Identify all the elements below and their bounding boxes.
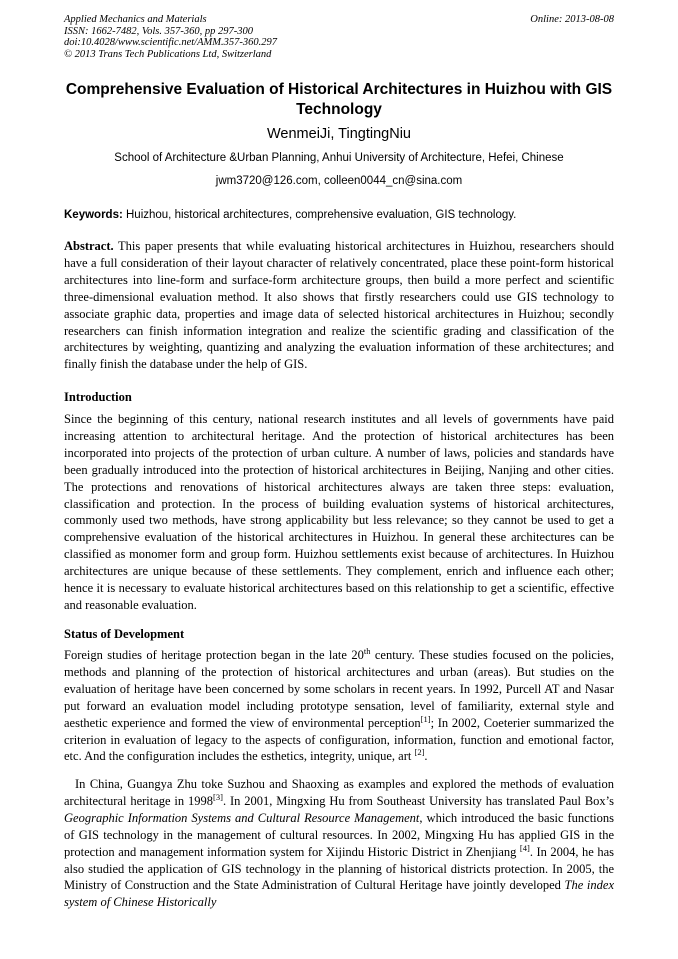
book-title-1: Geographic Information Systems and Cultural Resource Management [64,810,420,825]
status-p1-text-c: ; In 2002, Coeterier summarized the criterion in evaluation of legacy to the aspects of configuration, information, function and emotional factor, etc. And the configuration includes the esthetics, integrity, unique, art [64,715,615,764]
superscript-th: th [363,645,371,656]
status-p2-text-d: . In 2004, he has also studied the application of GIS technology in the planning of historical districts protection. In 2005, the Ministry of Construction and the State Administration of Cultural Heritage have jointly developed [64,844,615,893]
citation-ref-1: [1] [420,713,431,724]
status-p2-text-c: , which introduced the basic functions of GIS technology in the management of cultural resources. In 2002, Mingxing Hu has applied GIS in the protection and management information system for Xijindu Historic District in Zhenjiang [64,810,615,859]
authors: WenmeiJi, TingtingNiu [267,126,411,142]
doi-line: doi:10.4028/www.scientific.net/AMM.357-360.297 [64,37,277,48]
book-title-2: The index system of Chinese Historically [64,878,614,910]
author-emails: jwm3720@126.com, colleen0044_cn@sina.com [215,175,463,187]
status-p1-text-d: . [424,749,428,764]
citation-ref-4: [4] [519,842,530,853]
status-paragraph-2 [64,776,614,911]
status-p1-text-a: Foreign studies of heritage protection began in the late 20 [64,648,364,662]
online-date: Online: 2013-08-08 [530,14,614,25]
issn-line: ISSN: 1662-7482, Vols. 357-360, pp 297-300 [64,25,253,37]
abstract [64,238,614,373]
paper-title: Comprehensive Evaluation of Historical Architectures in Huizhou with GIS Technology [65,81,613,118]
keywords [64,208,614,222]
introduction-paragraph: Since the beginning of this century, national research institutes and all levels of governments have paid increasing attention to architectural heritage. And the protection of historical architectures has been incorporated into projects of the protection of urban culture. A number of laws, policies and standards have been gradually introduced into the protection of historical architectures in Beijing, Nanjing and other cities. The protections and renovations of historical architectures always are taken three steps: evaluation, classification and protection. In the process of building evaluation systems of historical architectures, commonly used two methods, have strong applicability but less relevance; so they cannot be used to get a comprehensive evaluation of the historical architectures in Huizhou. In general these architectures can be classified as monomer form and group form. Huizhou settlements exist because of architectures. In Huizhou architectures are unique because of these settlements. They complement, enrich and influence each other; hence it is necessary to evaluate historical architectures based on this relationship to get a scientific, effective and reasonable evaluation. [64,412,614,612]
status-heading: Status of Development [64,627,185,641]
status-paragraph-1 [64,647,614,765]
affiliation: School of Architecture &Urban Planning, Anhui University of Architecture, Hefei, Chinese [114,152,564,164]
introduction-heading: Introduction [64,390,132,404]
status-p2-text-a: In China, Guangya Zhu toke Suzhou and Shaoxing as examples and explored the methods of evaluation architectural heritage in 1998 [64,777,614,808]
citation-ref-3: [3] [213,791,223,802]
citation-ref-2: [2] [414,747,425,758]
journal-name: Applied Mechanics and Materials [64,14,207,25]
copyright-line: © 2013 Trans Tech Publications Ltd, Switzerland [64,48,272,60]
abstract-text: This paper presents that while evaluating historical architectures in Huizhou, researchers should have a full consideration of their layout character of relatively concentrated, place these point-form historical architectures into line-form and surface-form architecture groups, then build a more perfect and scientific three-dimensional evaluation method. It also shows that firstly researchers could use GIS technology to associate graphic data, properties and image data of selected historical architectures in Huizhou; secondly researchers can finish information integration and realize the scientific grading and classification of the architectures by weighting, quantizing and analyzing the evaluation information of these architectures; and finally finish the database under the help of GIS. [64,239,614,372]
abstract-label: Abstract. [64,239,114,253]
status-p1-text-b: century. These studies focused on the policies, methods and planning of the protection of historical architectures and urban (areas). But studies on the evaluation of heritage have been concerned by some scholars in recent years. In 1992, Purcell AT and Nasar put forward an evaluation model including prototype sensation, level of familiarity, external style and aesthetic experience and formed the view of environmental perception [64,648,614,730]
journal-header [64,14,484,60]
status-p2-text-b: . In 2001, Mingxing Hu from Southeast University has translated Paul Box’s [222,793,615,808]
keywords-label: Keywords: [64,209,123,221]
keywords-text: Huizhou, historical architectures, comprehensive evaluation, GIS technology. [122,209,517,221]
